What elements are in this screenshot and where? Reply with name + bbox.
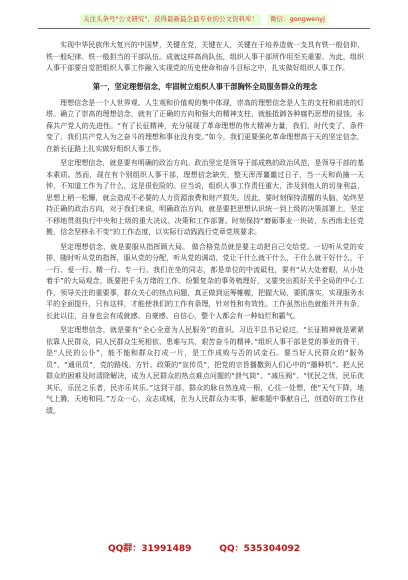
body-paragraph-1: 理想信念是一个人世界观、人生观和价值观的集中体现，崇高的理想信念是人生的支柱和前进的灯塔。确立了崇高的理想信念，就有了正确的方向和强大的精神支柱，就能抵御各种腐朽思想的侵蚀，永葆共产党人的先进性。“有了长征精神，充分展现了革命理想的伟大精神力量，我们，时代变了，条件变了，我们共产党人为之奋斗的理想和事业没有变。”如今，我们更要强化革命理想高于天的坚定信念，在新长征路上扎实做好组织人事工作。	[46, 98, 364, 153]
body-paragraph-2: 坚定理想信念，就是要有明确的政治方向。政治坚定是领导干部成熟的政治风范，是领导干部的基本素质。然而，现在有个别组织人事干部，理想信念缺失，整天浑浑噩噩过日子，当一天和尚撞一天钟，不知道工作为了什么，这是很危险的。应当说，组织人事工作责任重大，涉及到他人的切身利益，思想上稍一松懈，就会造成不必要的人力资源浪费和财产损失。因此，要时刻保持清醒的头脑，始终坚持正确的政治方向，对于我们来说，明确政治方向，就是要把思想认识统一到上级的决策部署上，坚定不移地贯彻执行中央和上级的重大决议、决策和工作部署。时刻保持“磨砺事业一块砖，东西南北任党搬，信念坚移永不变”的工作态度，以实际行动践践行党章党规要求。	[46, 159, 364, 236]
header-banner	[34, 14, 374, 25]
body-paragraph-4: 坚定理想信念，就是要有“全心全意为人民服务”的意识。习近平总书记说过，“长征精神就是紧紧依靠人民群众，同人民群众生死相依、患难与共、艰苦奋斗的精神。”组织人事干部是党的事业的骨干，是“人民的公仆”，能不能和群众打成一片，是工作成败与否的试金石。要当好人民群众的“服务员”、“通讯员”，党的路线、方针、政策的“宣传员”，把党的宗旨播撒到人们心中的“播种机”。把人民群众的困难及时清除解决，成为人民群众的热点难点问题的“泄气筒”、“减压阀”、“忧民之忧，民乐优其乐，乐民之乐者，民亦乐其乐。”这到干部，群众的脉自然连成一根，心往一处想，使“天气下降，地气上腾，天地和同。”万众一心，众志成城，在为人民群众办实事，解难题中事献自己，创造好的工作业绩。	[46, 326, 364, 415]
header-notice: 关注头条号"公文研究"，获得最新最全最专业的公文资料库！	[80, 14, 261, 25]
section-heading: 第一，坚定理想信念，牢固树立组织人事干部胸怀全局服务群众的理念	[92, 81, 318, 91]
body-paragraph-3: 坚定理想信念，就是要服从指挥顾大局。 做合格党员就是要主动把自己交给党。一切听从党的安排，随时听从党的指挥，服从党的分配，听从党的调动，党让干什么就干什么，干什么就干好什么，干一行、爱一行、精一行、专一行。我们在坐的同志，都是单位的中流砥柱，要有“从大处着眼，从小处着手”的大局观念，既要把千头万绪的工作、纷繁复杂的事务梳理好，又要突出抓好关乎全局的中心工作，领导关注的重要事，群众关心的热点问题，真正做到运筹帷幄，把握大局，要抓落实，实现服务水平的全面提升，只有这样，才能使我们的工作有条理，针对性和有效性。工作虽然出色就能并并有条，长此以往，自身也会有成就感、自豪感、自信心，整个人都会有一种灿烂和霸气。	[46, 242, 364, 320]
footer-contacts	[0, 541, 408, 554]
header-divider	[38, 28, 370, 29]
intro-paragraph: 实现中华民族伟大复兴的中国梦，关键在党，关键在人，关键在于培养造就一支具有铁一般信仰、铁一般纪律、铁一般担当的干部队伍。成就这样高尚队伍，组织人事干部所作用至关重要。为此，组织人事干部要自觉把组织人事工作融入实现党的历史使命和奋斗目标之中，扎实做好组织人事工作。	[46, 41, 364, 72]
header-wechat: 微信：gongwenyj	[267, 14, 328, 25]
document-body	[46, 40, 364, 417]
footer-qq-group: QQ群：31991489	[107, 544, 192, 554]
footer-qq: QQ：535304092	[219, 544, 301, 554]
